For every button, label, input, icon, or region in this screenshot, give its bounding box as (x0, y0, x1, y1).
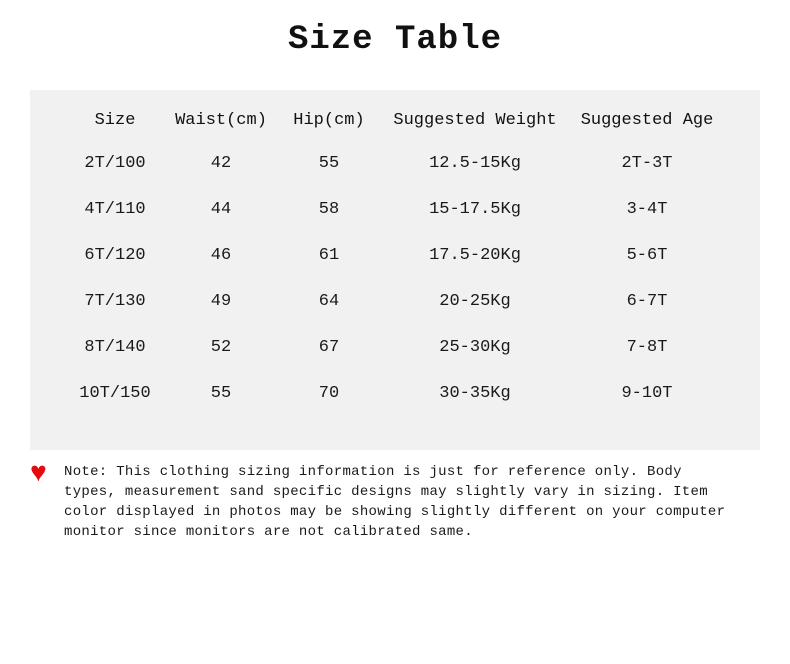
table-cell-size: 10T/150 (79, 383, 151, 403)
note-text (64, 462, 725, 542)
table-cell-hip: 67 (318, 337, 340, 357)
table-cell-weight: 30-35Kg (439, 383, 511, 403)
table-cell-size: 6T/120 (84, 245, 146, 265)
note-line: Note: This clothing sizing information is just for reference only. Body (64, 464, 682, 480)
table-cell-weight: 12.5-15Kg (429, 153, 521, 173)
table-cell-waist: 55 (210, 383, 232, 403)
header-cell-hip: Hip(cm) (293, 110, 365, 130)
table-cell-size: 2T/100 (84, 153, 146, 173)
note-line: color displayed in photos may be showing slightly different on your computer (64, 504, 726, 520)
table-row (30, 278, 760, 324)
heart-icon: ♥ (30, 459, 47, 490)
table-cell-size: 4T/110 (84, 199, 146, 219)
table-cell-hip: 58 (318, 199, 340, 219)
table-row (30, 186, 760, 232)
table-cell-weight: 15-17.5Kg (429, 199, 521, 219)
table-cell-weight: 17.5-20Kg (429, 245, 521, 265)
table-cell-size: 8T/140 (84, 337, 146, 357)
table-cell-hip: 64 (318, 291, 340, 311)
table-cell-age: 3-4T (626, 199, 668, 219)
note-line: types, measurement sand specific designs may slightly vary in sizing. Item (64, 484, 708, 500)
table-cell-waist: 52 (210, 337, 232, 357)
table-cell-age: 2T-3T (621, 153, 673, 173)
table-cell-age: 9-10T (621, 383, 673, 403)
table-cell-age: 7-8T (626, 337, 668, 357)
table-cell-weight: 20-25Kg (439, 291, 511, 311)
table-row (30, 324, 760, 370)
header-cell-waist: Waist(cm) (175, 110, 267, 130)
table-cell-waist: 49 (210, 291, 232, 311)
note-section (30, 459, 730, 542)
table-cell-waist: 42 (210, 153, 232, 173)
size-table-header-row (30, 100, 760, 140)
table-cell-age: 5-6T (626, 245, 668, 265)
table-row (30, 140, 760, 186)
table-cell-age: 6-7T (626, 291, 668, 311)
table-cell-weight: 25-30Kg (439, 337, 511, 357)
table-row (30, 232, 760, 278)
table-cell-size: 7T/130 (84, 291, 146, 311)
header-cell-suggested-weight: Suggested Weight (393, 110, 557, 130)
table-cell-waist: 44 (210, 199, 232, 219)
page-title: Size Table (287, 21, 503, 59)
table-cell-hip: 61 (318, 245, 340, 265)
table-cell-hip: 55 (318, 153, 340, 173)
table-cell-hip: 70 (318, 383, 340, 403)
table-cell-waist: 46 (210, 245, 232, 265)
note-line: monitor since monitors are not calibrated same. (64, 524, 473, 540)
table-row (30, 370, 760, 416)
size-table-panel (30, 90, 760, 450)
header-cell-suggested-age: Suggested Age (580, 110, 714, 130)
header-cell-size: Size (94, 110, 136, 130)
